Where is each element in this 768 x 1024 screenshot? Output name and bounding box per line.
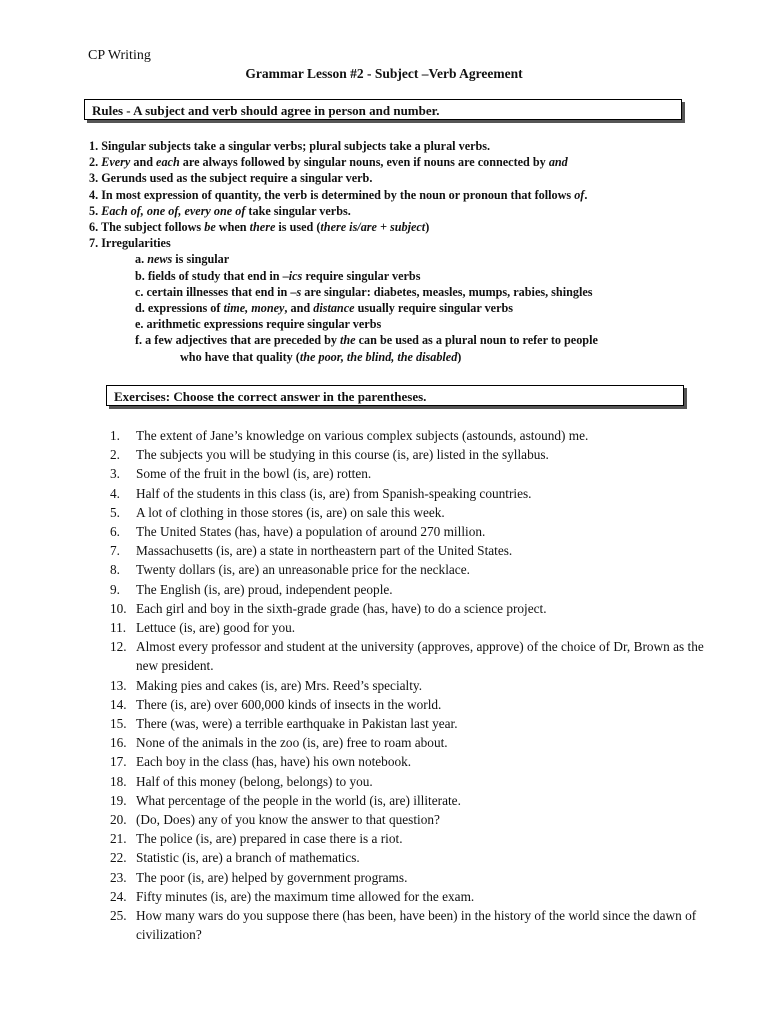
exercise-text: Making pies and cakes (is, are) Mrs. Reed’s specialty. (136, 677, 423, 693)
rule-7a: a. news is singular (135, 252, 230, 267)
rule-7d: d. expressions of time, money, and distance usually require singular verbs (135, 301, 513, 316)
exercise-number: 18. (110, 773, 127, 789)
exercise-item (110, 541, 710, 560)
rule-4: 4. In most expression of quantity, the verb is determined by the noun or pronoun that follows of. (89, 187, 588, 202)
exercise-text: A lot of clothing in those stores (is, are) on sale this week. (136, 504, 445, 520)
exercise-item (110, 503, 710, 522)
exercise-item (110, 906, 710, 944)
exercise-item (110, 887, 710, 906)
exercise-number: 10. (110, 600, 127, 616)
exercise-number: 19. (110, 792, 127, 808)
exercise-number: 24. (110, 888, 127, 904)
exercise-item (110, 868, 710, 887)
exercise-text: Each girl and boy in the sixth-grade grade (has, have) to do a science project. (136, 600, 547, 616)
course-name: CP Writing (88, 48, 151, 63)
exercise-number: 21. (110, 831, 127, 847)
exercise-number: 5. (110, 504, 120, 520)
exercise-item (110, 560, 710, 579)
exercise-item (110, 848, 710, 867)
exercise-text: Half of this money (belong, belongs) to you. (136, 773, 373, 789)
exercise-text: Half of the students in this class (is, are) from Spanish-speaking countries. (136, 485, 532, 501)
exercise-item (110, 599, 710, 618)
rules-list (89, 138, 709, 365)
exercises-box: Exercises: Choose the correct answer in the parentheses. (106, 385, 684, 406)
rule-7b: b. fields of study that end in –ics require singular verbs (135, 268, 421, 283)
exercise-text: The United States (has, have) a population of around 270 million. (136, 524, 486, 540)
exercise-number: 9. (110, 581, 120, 597)
rules-box: Rules - A subject and verb should agree in person and number. (84, 99, 682, 120)
exercises-list (110, 426, 710, 944)
exercise-number: 14. (110, 696, 127, 712)
exercise-text: The police (is, are) prepared in case there is a riot. (136, 831, 403, 847)
page-title: Grammar Lesson #2 - Subject –Verb Agreement (245, 66, 523, 81)
rule-1: 1. Singular subjects take a singular verbs; plural subjects take a plural verbs. (89, 139, 491, 153)
rule-6: 6. The subject follows be when there is used (there is/are + subject) (89, 220, 430, 235)
rule-7f: f. a few adjectives that are preceded by the can be used as a plural noun to refer to people (135, 333, 598, 348)
exercise-item (110, 522, 710, 541)
exercise-number: 20. (110, 812, 127, 828)
exercise-text: (Do, Does) any of you know the answer to that question? (136, 812, 440, 828)
exercise-item (110, 791, 710, 810)
exercise-text: The poor (is, are) helped by government programs. (136, 869, 408, 885)
exercise-item (110, 829, 710, 848)
exercise-number: 7. (110, 543, 120, 559)
exercise-text: Some of the fruit in the bowl (is, are) rotten. (136, 466, 372, 482)
exercise-text: There (is, are) over 600,000 kinds of insects in the world. (136, 696, 442, 712)
exercise-number: 23. (110, 869, 127, 885)
exercise-text: Each boy in the class (has, have) his own notebook. (136, 754, 412, 770)
exercise-text: Massachusetts (is, are) a state in northeastern part of the United States. (136, 543, 513, 559)
exercise-number: 1. (110, 428, 120, 443)
exercise-item (110, 426, 710, 445)
exercise-item (110, 733, 710, 752)
rule-3: 3. Gerunds used as the subject require a singular verb. (89, 171, 373, 186)
exercise-number: 17. (110, 754, 127, 770)
exercise-text: The English (is, are) proud, independent people. (136, 581, 393, 597)
rule-7: 7. Irregularities (89, 236, 171, 251)
exercise-text: There (was, were) a terrible earthquake in Pakistan last year. (136, 716, 458, 732)
exercise-number: 22. (110, 850, 127, 866)
exercise-number: 15. (110, 716, 127, 732)
exercise-number: 25. (110, 908, 127, 924)
rule-5: 5. Each of, one of, every one of take singular verbs. (89, 203, 351, 218)
exercise-item (110, 772, 710, 791)
exercise-number: 8. (110, 562, 120, 578)
exercise-text: Twenty dollars (is, are) an unreasonable price for the necklace. (136, 562, 470, 578)
exercise-text: Lettuce (is, are) good for you. (136, 620, 296, 636)
exercise-item (110, 752, 710, 771)
exercise-item (110, 580, 710, 599)
rule-7c: c. certain illnesses that end in –s are singular: diabetes, measles, mumps, rabies, shingles (135, 284, 593, 299)
exercise-text: Almost every professor and student at the university (approves, approve) of the choice of Dr, Brown as the new president. (136, 639, 704, 674)
exercise-item (110, 484, 710, 503)
exercise-item (110, 464, 710, 483)
exercise-text: Fifty minutes (is, are) the maximum time allowed for the exam. (136, 888, 475, 904)
exercise-number: 11. (110, 620, 127, 636)
exercise-item (110, 637, 710, 675)
exercise-text: Statistic (is, are) a branch of mathematics. (136, 850, 360, 866)
exercise-item (110, 618, 710, 637)
exercise-number: 2. (110, 447, 120, 463)
exercise-number: 3. (110, 466, 120, 482)
exercise-item (110, 695, 710, 714)
exercise-text: What percentage of the people in the world (is, are) illiterate. (136, 792, 461, 808)
exercise-number: 12. (110, 639, 127, 655)
exercise-text: None of the animals in the zoo (is, are) free to roam about. (136, 735, 448, 751)
exercise-item (110, 810, 710, 829)
rule-7f-continued: who have that quality (the poor, the blind, the disabled) (180, 349, 462, 364)
exercise-item (110, 676, 710, 695)
exercise-text: How many wars do you suppose there (has been, have been) in the history of the world since the dawn of civilization? (136, 908, 697, 943)
rule-7e: e. arithmetic expressions require singular verbs (135, 317, 382, 332)
exercise-number: 13. (110, 677, 127, 693)
exercise-number: 16. (110, 735, 127, 751)
exercise-text: The subjects you will be studying in this course (is, are) listed in the syllabus. (136, 447, 549, 463)
exercise-item (110, 714, 710, 733)
exercise-number: 6. (110, 524, 120, 540)
rule-2: 2. Every and each are always followed by singular nouns, even if nouns are connected by and (89, 155, 568, 170)
exercise-number: 4. (110, 485, 120, 501)
exercise-text: The extent of Jane’s knowledge on various complex subjects (astounds, astound) me. (136, 428, 589, 443)
exercise-item (110, 445, 710, 464)
